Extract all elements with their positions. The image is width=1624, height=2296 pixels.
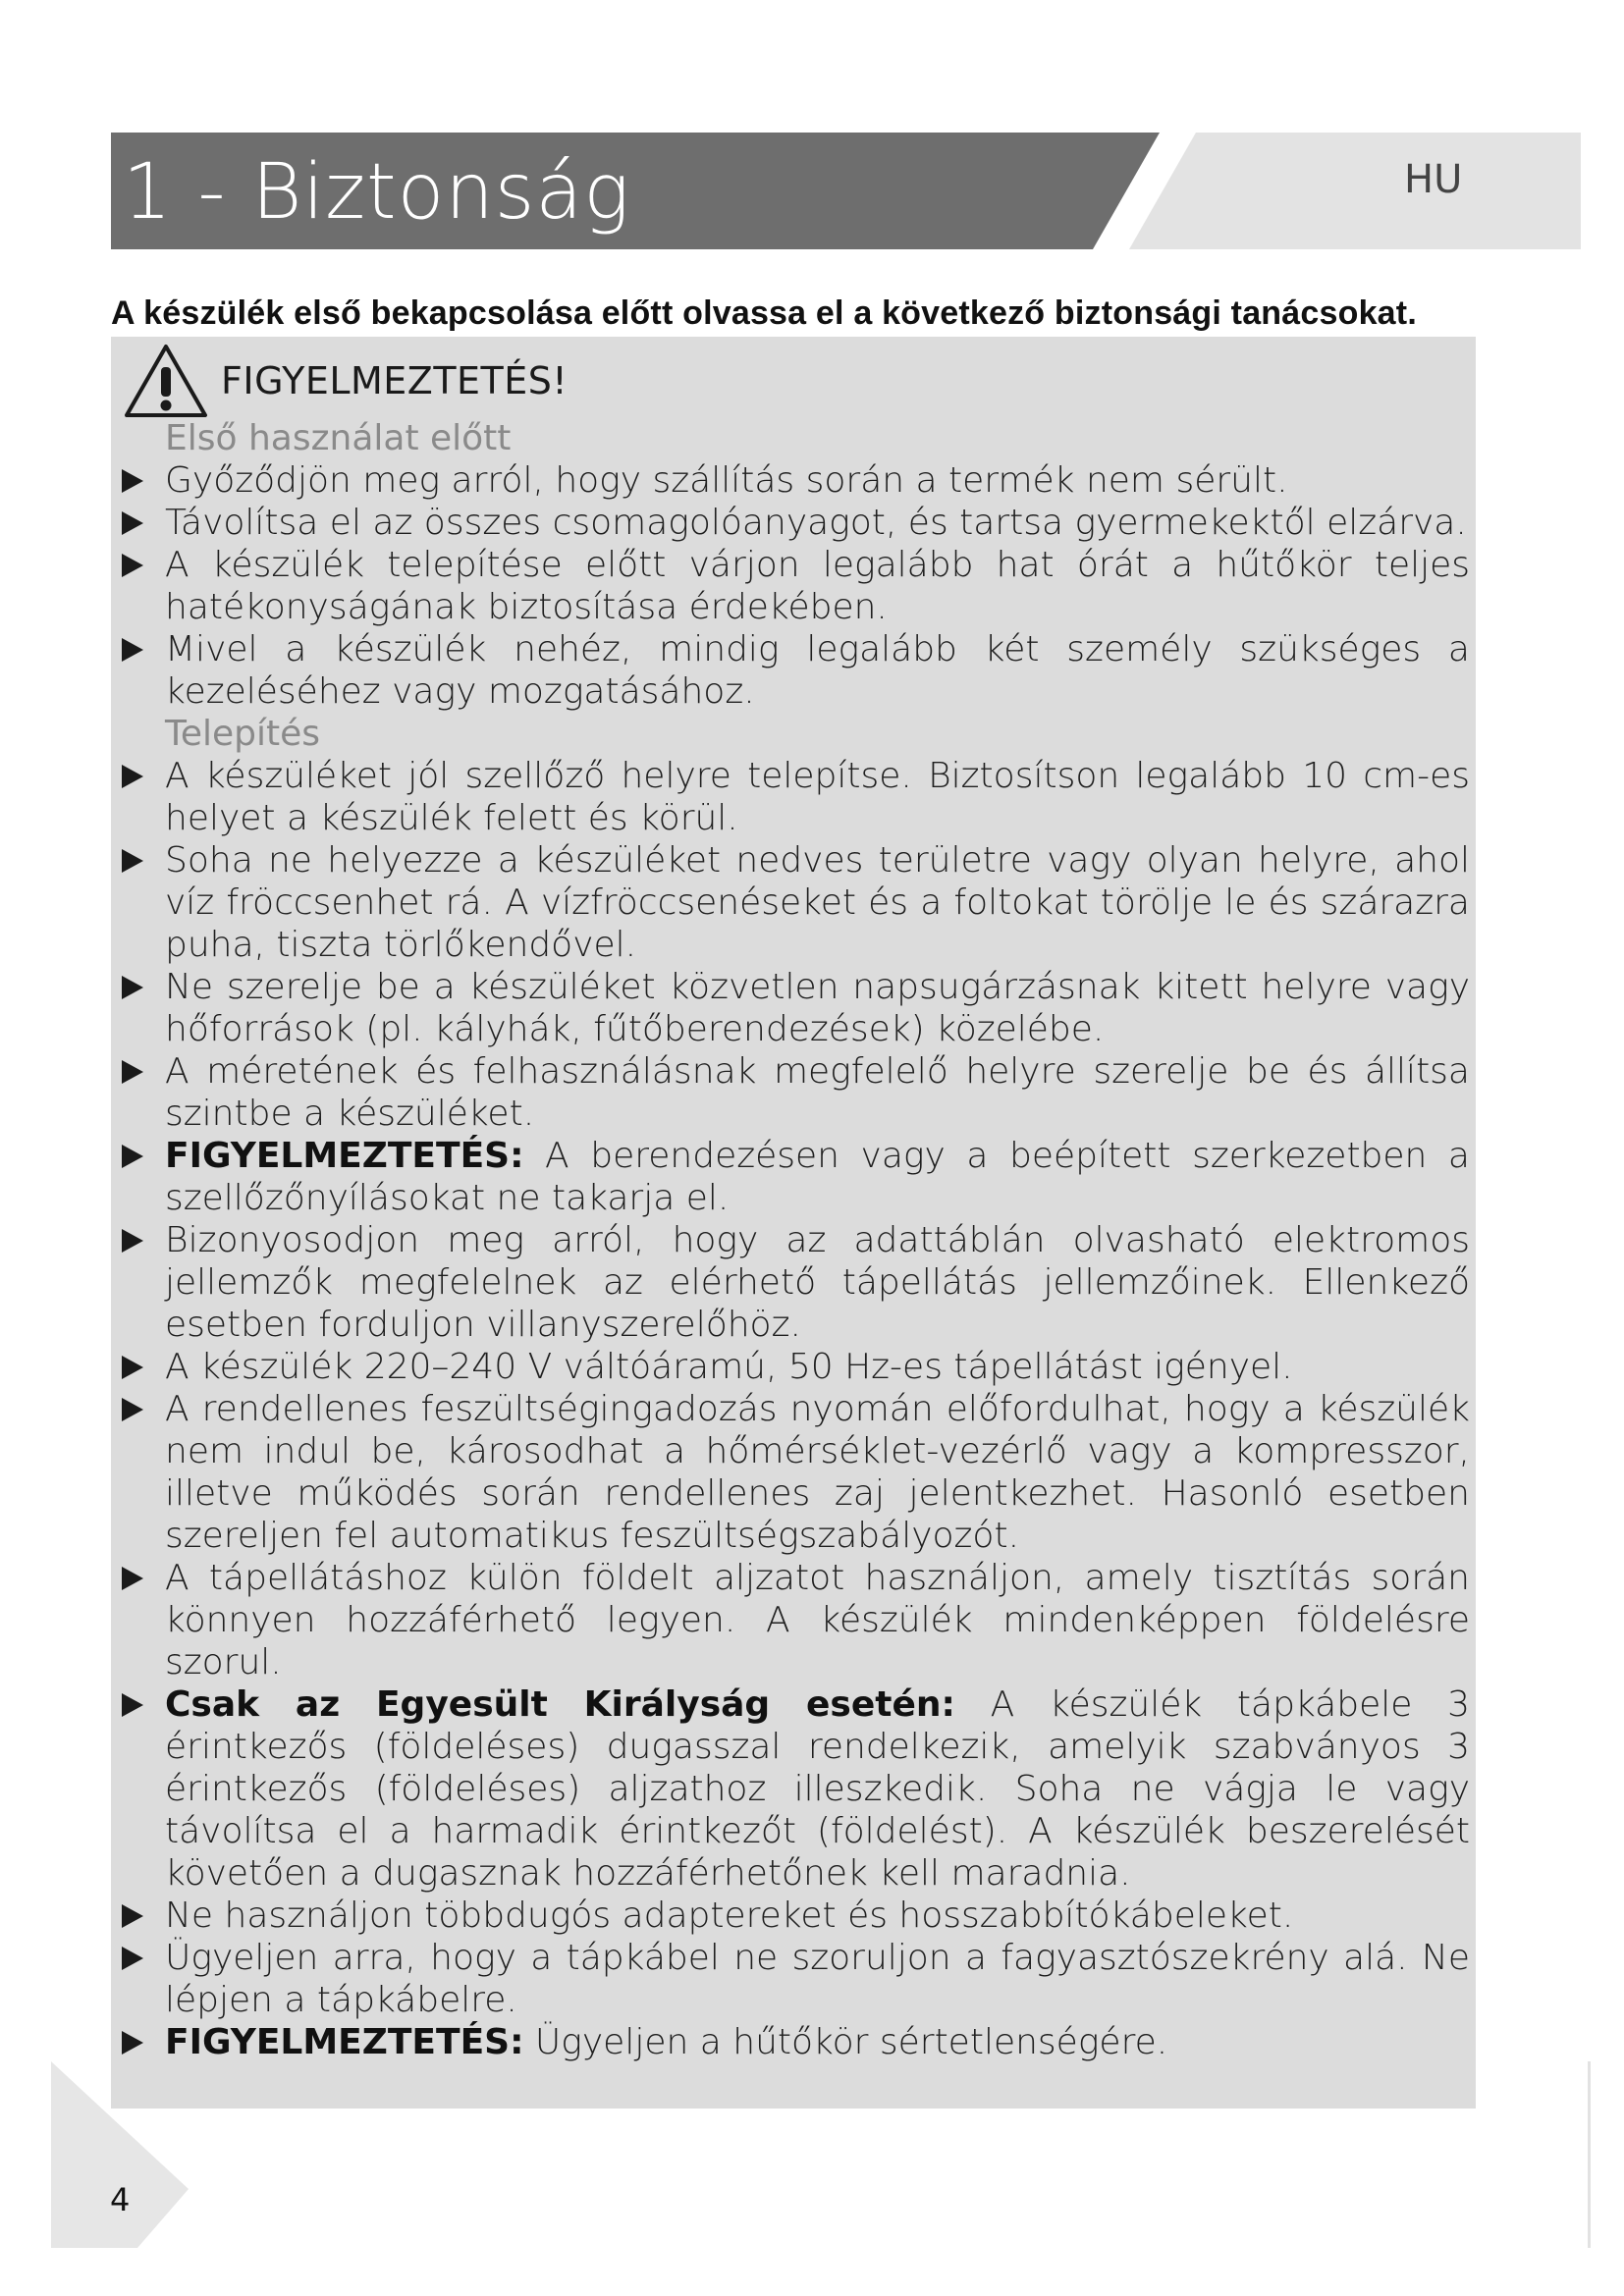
- page-title: 1 - Biztonság: [123, 148, 631, 237]
- triangle-bullet-icon: [118, 1388, 165, 1430]
- triangle-bullet-icon: [118, 1683, 165, 1726]
- header-tab: [1129, 133, 1581, 249]
- list-item: [118, 2021, 1478, 2063]
- list-item-text: A készülék telepítése előtt várjon legalább hat órát a hűtőkör teljes hatékonyságának biztosítása érdekében.: [165, 545, 1470, 627]
- warning-title: FIGYELMEZTETÉS!: [221, 359, 568, 402]
- list-item-text: [165, 1683, 1478, 1895]
- triangle-bullet-icon: [118, 628, 165, 670]
- list-item-text: Mivel a készülék nehéz, mindig legalább két személy szükséges a kezeléséhez vagy mozgatásához.: [165, 629, 1470, 712]
- triangle-bullet-icon: [118, 544, 165, 586]
- list-item: [118, 839, 1478, 966]
- list-item-text: A tápellátáshoz külön földelt aljzatot használjon, amely tisztítás során könnyen hozzáférhető legyen. A készülék mindenképpen földelésre szorul.: [165, 1558, 1470, 1682]
- list-item-text: A méretének és felhasználásnak megfelelő helyre szerelje be és állítsa szintbe a készüléket.: [165, 1051, 1470, 1134]
- triangle-bullet-icon: [118, 1557, 165, 1599]
- section-heading-first-use: Első használat előtt: [165, 418, 512, 458]
- list-item: [118, 1219, 1478, 1346]
- triangle-bullet-icon: [118, 839, 165, 881]
- list-item-text: [165, 1135, 1478, 1219]
- safety-content: [118, 417, 1478, 2063]
- list-item: [118, 459, 1478, 502]
- list-item: [118, 1557, 1478, 1683]
- list-item-body: A készülék tápkábele 3 érintkezős (földeléses) dugasszal rendelkezik, amelyik szabványos 3 érintkezős (földeléses) aljzathoz illeszkedik. Soha ne vágja le vagy távolítsa el a harmadik érintkezőt (földelést). A készülék beszerelését követően a dugasznak hozzáférhetőnek kell maradnia.: [165, 1684, 1470, 1894]
- footer-right-rule: [1588, 2061, 1591, 2248]
- triangle-bullet-icon: [118, 1937, 165, 1979]
- triangle-bullet-icon: [118, 1050, 165, 1093]
- list-item-text: Ügyeljen arra, hogy a tápkábel ne szoruljon a fagyasztószekrény alá. Ne lépjen a tápkábelre.: [165, 1938, 1470, 2020]
- triangle-bullet-icon: [118, 966, 165, 1008]
- footer-tab: [51, 2061, 193, 2248]
- list-item: [118, 1683, 1478, 1895]
- triangle-bullet-icon: [118, 1895, 165, 1937]
- language-code: HU: [1404, 157, 1463, 202]
- list-item: [118, 1135, 1478, 1219]
- list-item-bold-label: Csak az Egyesült Királyság esetén:: [165, 1684, 955, 1725]
- list-item: [118, 1346, 1478, 1388]
- intro-text: A készülék első bekapcsolása előtt olvassa el a következő biztonsági tanácsokat.: [111, 294, 1417, 332]
- triangle-bullet-icon: [118, 1219, 165, 1261]
- list-item-text: Távolítsa el az összes csomagolóanyagot, és tartsa gyermekektől elzárva.: [165, 503, 1467, 543]
- list-item: [118, 1895, 1478, 1937]
- list-item-text: Győződjön meg arról, hogy szállítás során a termék nem sérült.: [165, 460, 1288, 501]
- list-item-text: A készüléket jól szellőző helyre telepítse. Biztosítson legalább 10 cm-es helyet a készülék felett és körül.: [165, 756, 1470, 838]
- triangle-bullet-icon: [118, 502, 165, 544]
- list-item-text: Soha ne helyezze a készüléket nedves területre vagy olyan helyre, ahol víz fröccsenhet rá. A vízfröccsenéseket és a foltokat törölje le és szárazra puha, tiszta törlőkendővel.: [165, 840, 1470, 965]
- list-item-text: Ne szerelje be a készüléket közvetlen napsugárzásnak kitett helyre vagy hőforrások (pl. kályhák, fűtőberendezések) közelébe.: [165, 967, 1470, 1049]
- list-item: [118, 628, 1478, 713]
- warning-icon: [123, 342, 209, 420]
- triangle-bullet-icon: [118, 459, 165, 502]
- triangle-bullet-icon: [118, 2021, 165, 2063]
- list-item-text: [165, 2021, 1478, 2063]
- page-number: 4: [110, 2181, 131, 2218]
- triangle-bullet-icon: [118, 755, 165, 797]
- warning-header: [123, 342, 568, 420]
- list-item-body: A berendezésen vagy a beépített szerkezetben a szellőzőnyílásokat ne takarja el.: [165, 1136, 1470, 1218]
- list-item: [118, 1937, 1478, 2021]
- list-item: [118, 502, 1478, 544]
- triangle-bullet-icon: [118, 1135, 165, 1177]
- list-item: [118, 1388, 1478, 1557]
- list-item-text: Ne használjon többdugós adaptereket és hosszabbítókábeleket.: [165, 1896, 1294, 1936]
- list-item-bold-label: FIGYELMEZTETÉS:: [165, 2022, 524, 2062]
- section-heading-installation: Telepítés: [165, 714, 321, 754]
- list-item: [118, 1050, 1478, 1135]
- list-item: [118, 544, 1478, 628]
- list-item: [118, 755, 1478, 839]
- list-item-text: Bizonyosodjon meg arról, hogy az adattáblán olvasható elektromos jellemzők megfelelnek az elérhető tápellátás jellemzőinek. Ellenkező esetben forduljon villanyszerelőhöz.: [165, 1220, 1470, 1345]
- list-item-body: Ügyeljen a hűtőkör sértetlenségére.: [523, 2022, 1168, 2062]
- list-item-bold-label: FIGYELMEZTETÉS:: [165, 1136, 524, 1176]
- triangle-bullet-icon: [118, 1346, 165, 1388]
- list-item-text: A rendellenes feszültségingadozás nyomán előfordulhat, hogy a készülék nem indul be, károsodhat a hőmérséklet-vezérlő vagy a kompresszor, illetve működés során rendellenes zaj jelentkezhet. Hasonló esetben szereljen fel automatikus feszültségszabályozót.: [165, 1389, 1470, 1556]
- list-item: [118, 966, 1478, 1050]
- list-item-text: A készülék 220–240 V váltóáramú, 50 Hz-es tápellátást igényel.: [165, 1347, 1293, 1387]
